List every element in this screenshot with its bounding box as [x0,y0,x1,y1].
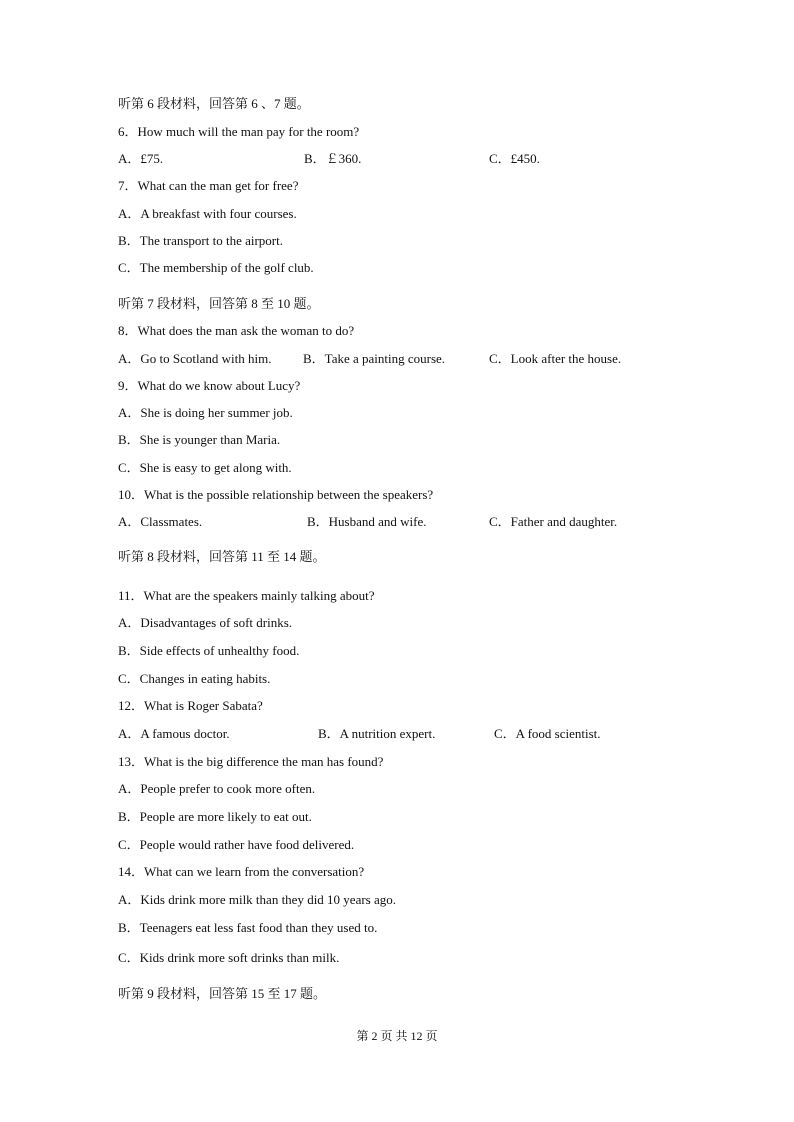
page-footer: 第 2 页 共 12 页 [356,1029,438,1043]
question-14-option-b: B．Teenagers eat less fast food than they used to. [118,920,378,935]
question-14-option-a: A．Kids drink more milk than they did 10 years ago. [118,892,397,907]
question-13-option-c: C．People would rather have food delivered. [118,837,355,852]
question-14-option-c: C．Kids drink more soft drinks than milk. [118,950,340,965]
question-7-stem: 7．What can the man get for free? [118,178,299,193]
question-9-option-a: A．She is doing her summer job. [118,405,293,420]
question-12-stem: 12．What is Roger Sabata? [118,698,263,713]
question-6-option-c: C．£450. [489,151,540,166]
question-6-option-b: B．￡360. [304,151,362,166]
question-7-option-a: A．A breakfast with four courses. [118,206,297,221]
question-11-option-a: A．Disadvantages of soft drinks. [118,615,293,630]
question-14-stem: 14．What can we learn from the conversation? [118,864,365,879]
section-6-header: 听第 6 段材料，回答第 6 、7 题。 [118,96,310,111]
question-6-option-a: A．£75. [118,151,164,166]
question-11-option-c: C．Changes in eating habits. [118,671,271,686]
question-7-option-b: B．The transport to the airport. [118,233,283,248]
question-8-option-a: A．Go to Scotland with him. [118,351,272,366]
question-13-stem: 13．What is the big difference the man has found? [118,754,384,769]
question-13-option-b: B．People are more likely to eat out. [118,809,312,824]
question-13-option-a: A．People prefer to cook more often. [118,781,316,796]
question-7-option-c: C．The membership of the golf club. [118,260,314,275]
question-9-option-c: C．She is easy to get along with. [118,460,292,475]
section-9-header: 听第 9 段材料，回答第 15 至 17 题。 [118,986,327,1001]
question-12-option-a: A．A famous doctor. [118,726,230,741]
question-10-option-a: A．Classmates. [118,514,203,529]
question-10-stem: 10．What is the possible relationship between the speakers? [118,487,434,502]
question-11-stem: 11．What are the speakers mainly talking about? [118,588,375,603]
section-8-header: 听第 8 段材料，回答第 11 至 14 题。 [118,549,326,564]
question-6-stem: 6．How much will the man pay for the room? [118,124,360,139]
question-8-stem: 8．What does the man ask the woman to do? [118,323,355,338]
question-10-option-b: B．Husband and wife. [307,514,427,529]
question-10-option-c: C．Father and daughter. [489,514,618,529]
section-7-header: 听第 7 段材料，回答第 8 至 10 题。 [118,296,320,311]
question-12-option-c: C．A food scientist. [494,726,601,741]
question-8-option-c: C．Look after the house. [489,351,622,366]
question-9-stem: 9．What do we know about Lucy? [118,378,301,393]
question-11-option-b: B．Side effects of unhealthy food. [118,643,300,658]
question-8-option-b: B．Take a painting course. [303,351,446,366]
question-12-option-b: B．A nutrition expert. [318,726,436,741]
question-9-option-b: B．She is younger than Maria. [118,432,281,447]
